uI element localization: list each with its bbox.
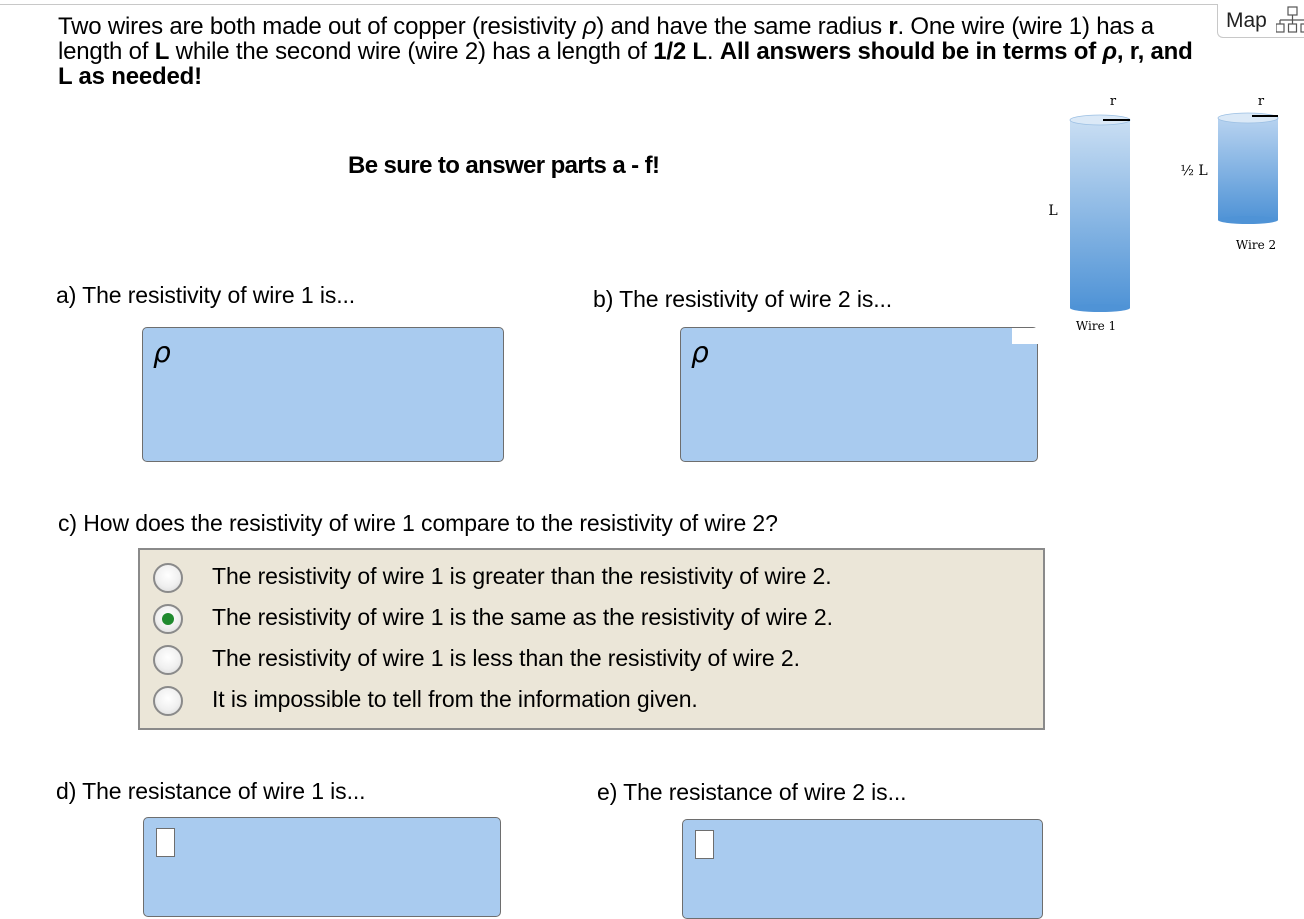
- answer-d-input[interactable]: [143, 817, 501, 917]
- wire-2-cylinder: [1218, 113, 1278, 224]
- question-a-label: a) The resistivity of wire 1 is...: [56, 282, 356, 308]
- choice-option-4[interactable]: [140, 684, 1040, 720]
- radio-button-2-selected[interactable]: [153, 604, 183, 634]
- map-label: Map: [1226, 9, 1267, 32]
- wire-1-radius-label: r: [1109, 94, 1117, 109]
- top-divider: [0, 4, 1220, 5]
- answer-e-placeholder[interactable]: [695, 830, 714, 859]
- radio-button-3[interactable]: [153, 645, 183, 675]
- answer-e-input[interactable]: [682, 819, 1043, 919]
- problem-line-1: Two wires are both made out of copper (resistivity ρ) and have the same radius r. One wire (wire 1) has a: [58, 13, 1154, 40]
- wire-1-length-label: L: [1048, 203, 1058, 219]
- answer-b-input[interactable]: [680, 327, 1038, 462]
- question-e-label: e) The resistance of wire 2 is...: [597, 779, 907, 805]
- choice-label-4: It is impossible to tell from the information given.: [212, 686, 698, 712]
- answer-a-value: ρ: [153, 336, 171, 369]
- wire-2-name: Wire 2: [1235, 238, 1277, 252]
- overlay-gap: [1012, 328, 1040, 344]
- wire-2-length-label: ½ L: [1180, 163, 1208, 179]
- choice-label-1: The resistivity of wire 1 is greater than the resistivity of wire 2.: [212, 563, 832, 589]
- radio-button-4[interactable]: [153, 686, 183, 716]
- answer-d-placeholder[interactable]: [156, 828, 175, 857]
- choice-option-1[interactable]: [140, 561, 1040, 597]
- choice-label-2: The resistivity of wire 1 is the same as the resistivity of wire 2.: [212, 604, 833, 630]
- question-d-label: d) The resistance of wire 1 is...: [56, 778, 366, 804]
- map-button[interactable]: [1217, 4, 1304, 38]
- problem-statement: [58, 14, 1238, 89]
- question-b-label: b) The resistivity of wire 2 is...: [593, 286, 893, 312]
- choice-label-3: The resistivity of wire 1 is less than the resistivity of wire 2.: [212, 645, 800, 671]
- choice-option-3[interactable]: [140, 643, 1040, 679]
- answer-b-value: ρ: [691, 336, 709, 369]
- wire-1-cylinder: [1070, 115, 1130, 312]
- choice-option-2[interactable]: [140, 602, 1040, 638]
- question-c-label: c) How does the resistivity of wire 1 compare to the resistivity of wire 2?: [58, 510, 778, 536]
- wire-diagram: [1010, 88, 1304, 348]
- problem-line-3: L as needed!: [58, 63, 202, 90]
- sitemap-icon: [1276, 6, 1304, 36]
- reminder-text: Be sure to answer parts a - f!: [348, 152, 660, 179]
- wire-1-name: Wire 1: [1075, 319, 1117, 333]
- wire-2-radius-label: r: [1257, 94, 1265, 109]
- answer-a-input[interactable]: [142, 327, 504, 462]
- problem-line-2: length of L while the second wire (wire 2) has a length of 1/2 L. All answers should be in terms of ρ, r, and: [58, 38, 1193, 65]
- answer-c-choices: [138, 548, 1045, 730]
- radio-button-1[interactable]: [153, 563, 183, 593]
